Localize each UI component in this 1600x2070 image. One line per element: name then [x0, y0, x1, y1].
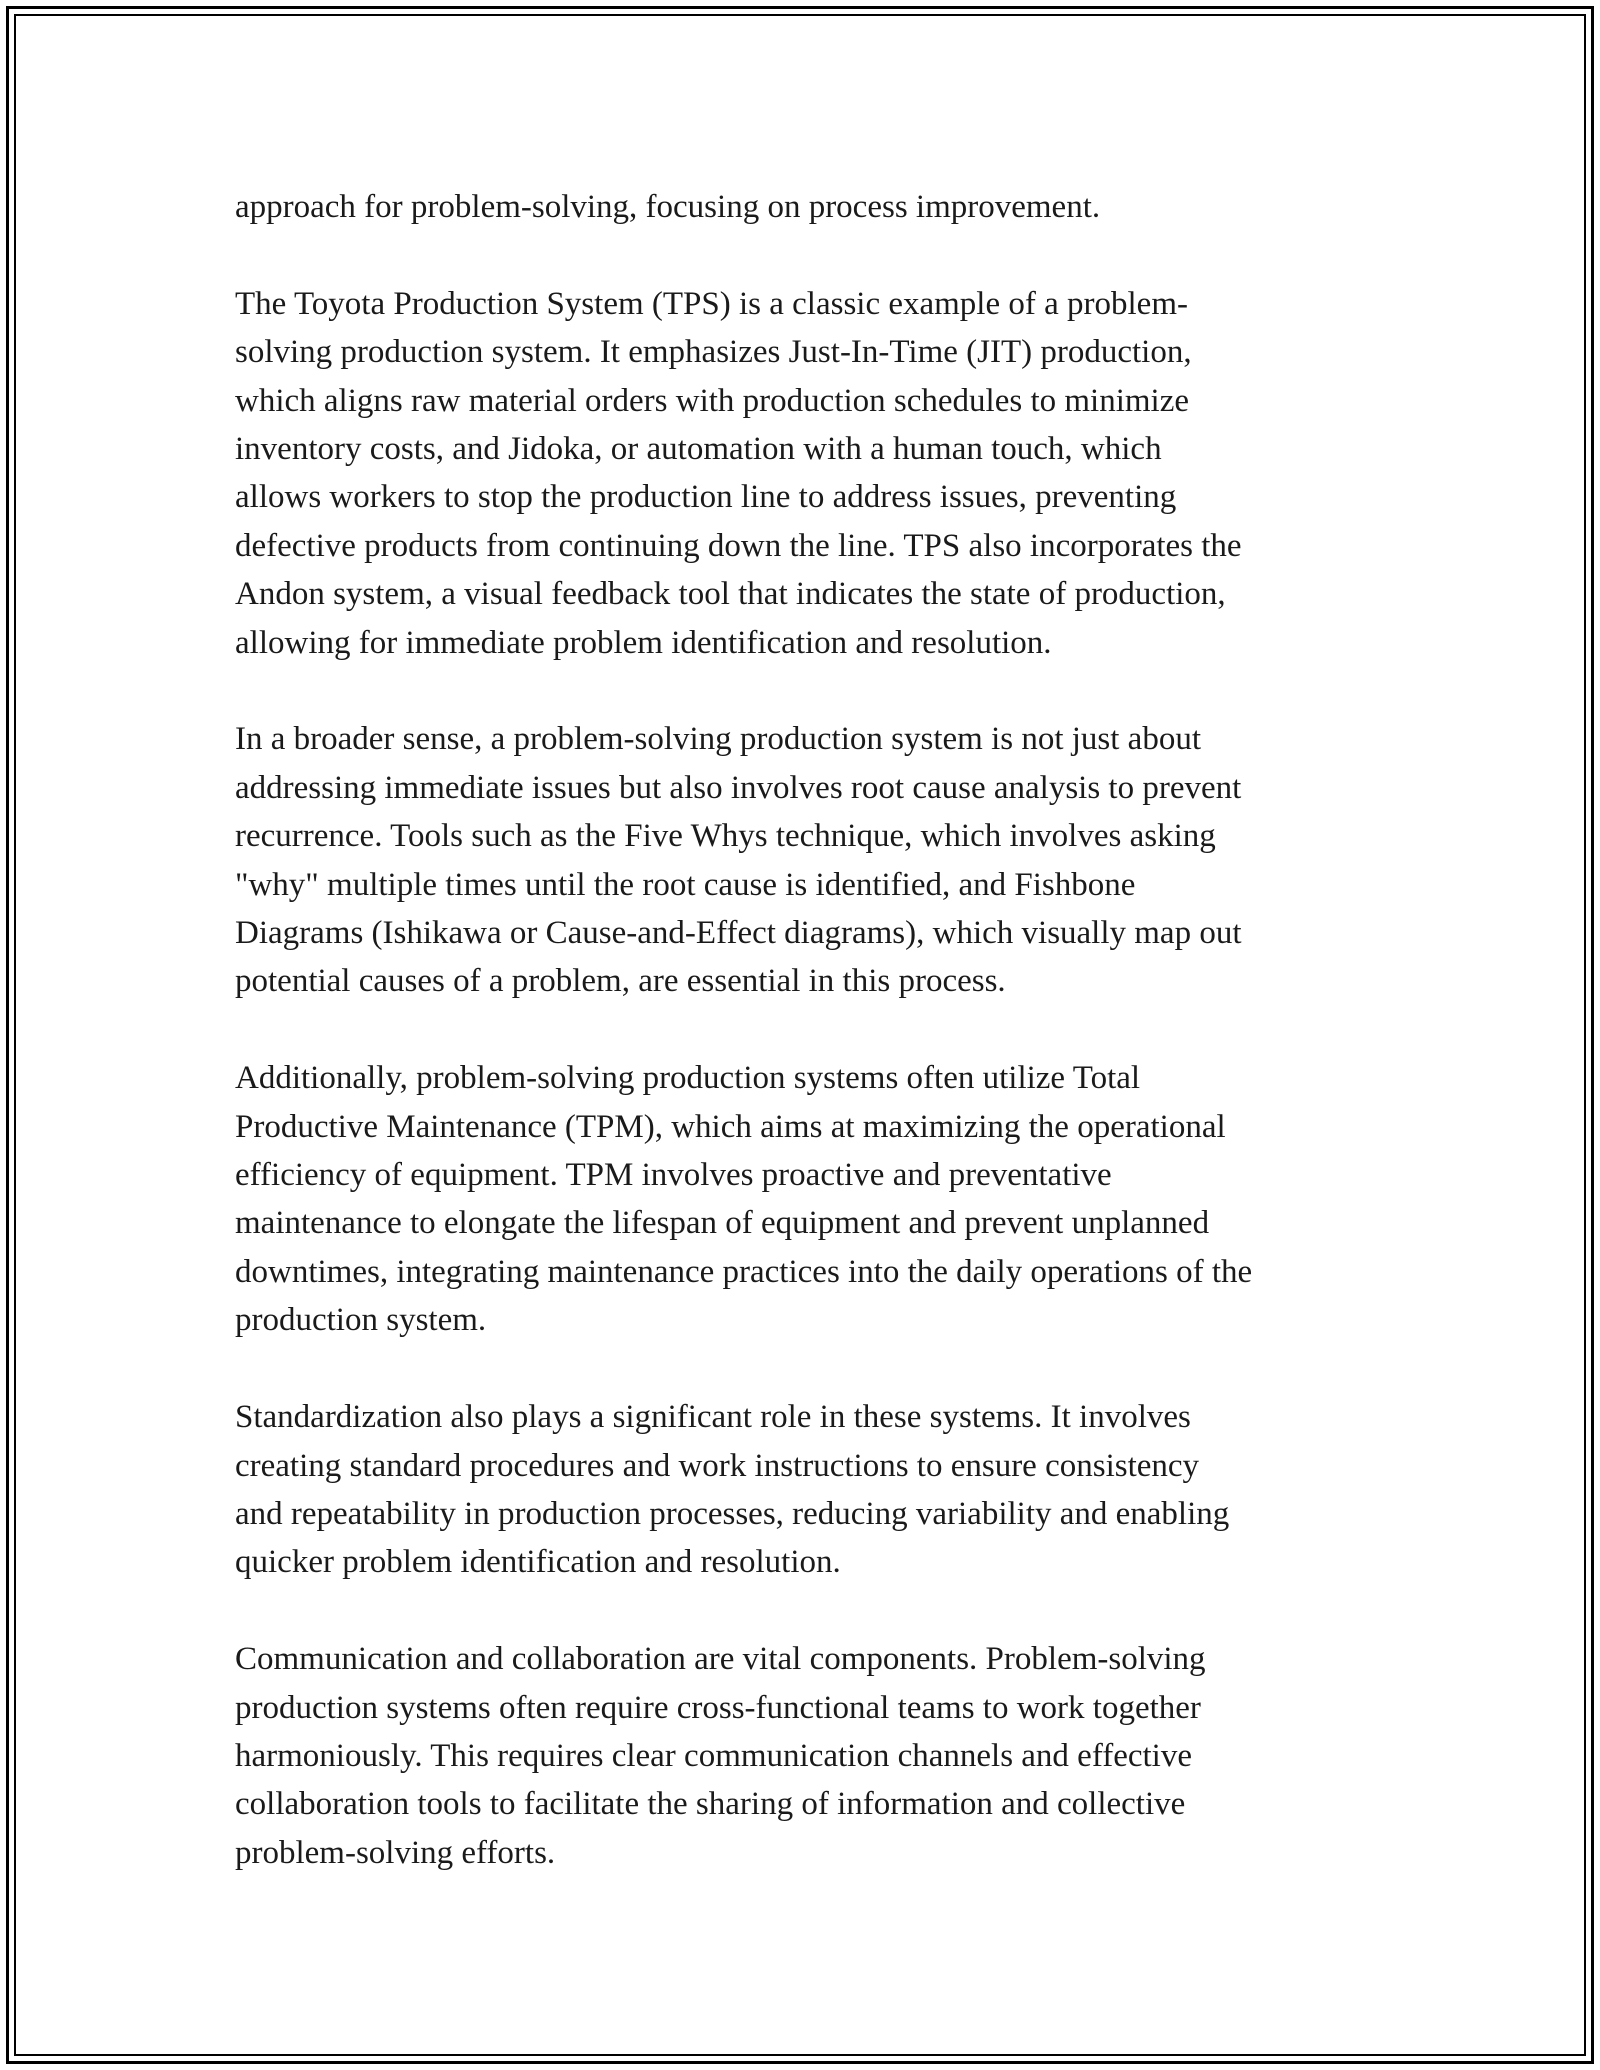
text-line: potential causes of a problem, are essential in this process.	[235, 963, 1006, 1000]
paragraph-5	[235, 1393, 1385, 1587]
text-line: which aligns raw material orders with production schedules to minimize	[235, 382, 1190, 419]
text-line: maintenance to elongate the lifespan of equipment and prevent unplanned	[235, 1205, 1210, 1242]
text-line: collaboration tools to facilitate the sharing of information and collective	[235, 1786, 1186, 1823]
text-line: efficiency of equipment. TPM involves proactive and preventative	[235, 1157, 1112, 1194]
paragraph-4	[235, 1054, 1385, 1344]
text-line: approach for problem-solving, focusing on process improvement.	[235, 189, 1101, 225]
text-line: Diagrams (Ishikawa or Cause-and-Effect diagrams), which visually map out	[235, 915, 1242, 952]
text-line: Standardization also plays a significant role in these systems. It involves	[235, 1399, 1191, 1436]
text-line: Communication and collaboration are vital components. Problem-solving	[235, 1641, 1206, 1678]
text-line: In a broader sense, a problem-solving production system is not just about	[235, 721, 1201, 758]
paragraph-1	[235, 183, 1385, 231]
text-line: inventory costs, and Jidoka, or automation with a human touch, which	[235, 431, 1162, 468]
text-line: and repeatability in production processes, reducing variability and enabling	[235, 1495, 1230, 1532]
text-line: problem-solving efforts.	[235, 1834, 556, 1871]
document-body	[235, 183, 1385, 1877]
text-line: downtimes, integrating maintenance practices into the daily operations of the	[235, 1253, 1253, 1290]
text-line: harmoniously. This requires clear communication channels and effective	[235, 1737, 1192, 1774]
text-line: allowing for immediate problem identification and resolution.	[235, 624, 1052, 661]
text-line: Productive Maintenance (TPM), which aims at maximizing the operational	[235, 1108, 1226, 1145]
paragraph-2	[235, 280, 1385, 667]
text-line: Andon system, a visual feedback tool that indicates the state of production,	[235, 576, 1226, 613]
paragraph-6	[235, 1635, 1385, 1877]
text-line: allows workers to stop the production line to address issues, preventing	[235, 479, 1177, 516]
text-line: creating standard procedures and work instructions to ensure consistency	[235, 1447, 1200, 1484]
text-line: defective products from continuing down the line. TPS also incorporates the	[235, 527, 1242, 564]
text-line: addressing immediate issues but also involves root cause analysis to prevent	[235, 769, 1242, 806]
text-line: production system.	[235, 1302, 487, 1339]
text-line: "why" multiple times until the root cause is identified, and Fishbone	[235, 866, 1136, 903]
text-line: solving production system. It emphasizes Just-In-Time (JIT) production,	[235, 334, 1192, 371]
paragraph-3	[235, 715, 1385, 1005]
text-line: Additionally, problem-solving production systems often utilize Total	[235, 1060, 1141, 1097]
text-line: recurrence. Tools such as the Five Whys technique, which involves asking	[235, 818, 1216, 855]
text-line: The Toyota Production System (TPS) is a classic example of a problem-	[235, 285, 1188, 322]
text-line: quicker problem identification and resolution.	[235, 1544, 841, 1581]
text-line: production systems often require cross-functional teams to work together	[235, 1689, 1201, 1726]
